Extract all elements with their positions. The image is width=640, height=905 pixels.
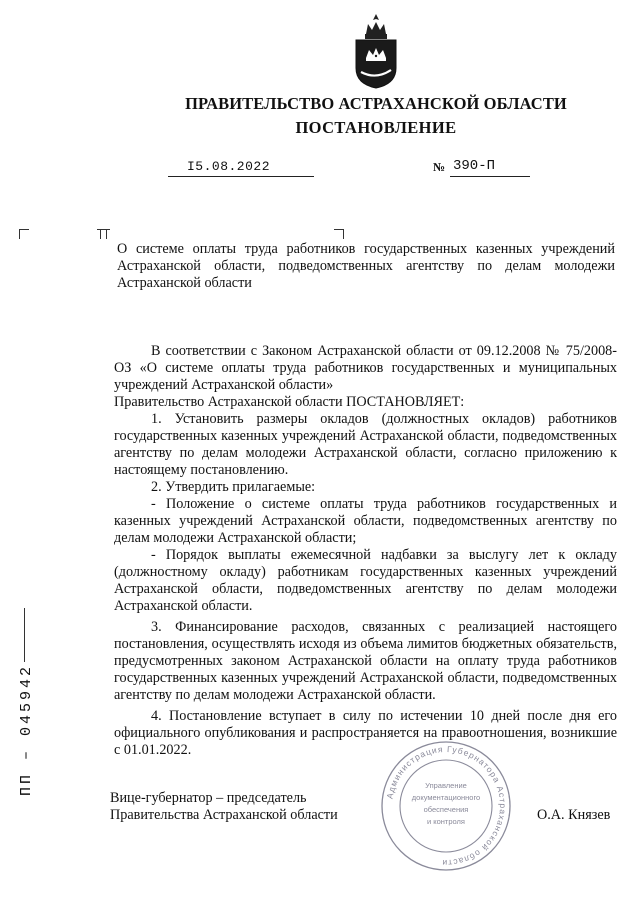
clause-2-item-2: - Порядок выплаты ежемесячной надбавки за выслугу лет к окладу (должностному окладу) работникам государственных казенных учреждений Астраханской области, подведомственных агентству по делам молодежи Астраханской области. xyxy=(114,547,617,614)
clause-1: 1. Установить размеры окладов (должностных окладов) работников государственных казенных учреждений Астраханской области, подведомственных агентству по делам молодежи Астраханской области, согласно приложению к настоящему постановлению. xyxy=(114,411,617,478)
clause-4: 4. Постановление вступает в силу по истечении 10 дней после дня его официального опубликования и распространяется на правоотношения, возникшие с 01.01.2022. xyxy=(114,708,617,758)
signatory-name: О.А. Князев xyxy=(537,807,611,823)
document-number: 390-П xyxy=(453,158,496,174)
signatory-title-line-2: Правительства Астраханской области xyxy=(110,807,338,823)
corner-mark xyxy=(334,229,344,239)
coat-of-arms-emblem xyxy=(352,12,400,90)
signatory-title xyxy=(110,790,338,824)
date-underline xyxy=(168,176,314,177)
clause-3: 3. Финансирование расходов, связанных с реализацией настоящего постановления, осуществлять исходя из объема лимитов бюджетных обязательств, предусмотренных законом Астраханской области на оплату труда работников государственных казенных учреждений Астраханской области, подведомственных агентству по делам молодежи Астраханской области. xyxy=(114,619,617,703)
stamp-line-3: обеспечения xyxy=(423,805,469,814)
document-subject: О системе оплаты труда работников государственных казенных учреждений Астраханской области, подведомственных агентству по делам молодежи Астраханской области xyxy=(117,241,615,291)
official-stamp xyxy=(378,738,514,874)
stamp-line-2: документационного xyxy=(411,793,481,802)
stamp-line-1: Управление xyxy=(425,781,467,790)
organization-title: ПРАВИТЕЛЬСТВО АСТРАХАНСКОЙ ОБЛАСТИ xyxy=(185,94,567,113)
number-underline xyxy=(450,176,530,177)
signatory-title-line-1: Вице-губернатор – председатель xyxy=(110,790,307,806)
document-type-title: ПОСТАНОВЛЕНИЕ xyxy=(295,118,457,137)
corner-mark xyxy=(19,229,29,239)
clause-2: 2. Утвердить прилагаемые: xyxy=(151,479,316,495)
clause-2-item-1: - Положение о системе оплаты труда работников государственных и казенных учреждений Астраханской области, подведомственных агентству по делам молодежи Астраханской области; xyxy=(114,496,617,546)
corner-mark xyxy=(100,229,110,239)
margin-line xyxy=(24,608,25,662)
document-body xyxy=(114,343,617,759)
document-date: I5.08.2022 xyxy=(187,159,271,174)
number-sign: № xyxy=(433,160,446,174)
resolution-statement: Правительство Астраханской области ПОСТАНОВЛЯЕТ: xyxy=(114,394,465,410)
serial-number: ПП – 045942 xyxy=(18,663,35,796)
stamp-ring-text: Администрация Губернатора Астраханской области xyxy=(384,743,509,869)
stamp-line-4: и контроля xyxy=(426,817,466,826)
preamble-paragraph: В соответствии с Законом Астраханской области от 09.12.2008 № 75/2008-ОЗ «О системе оплаты труда работников государственных и муниципальных учреждений Астраханской области» xyxy=(114,343,617,393)
